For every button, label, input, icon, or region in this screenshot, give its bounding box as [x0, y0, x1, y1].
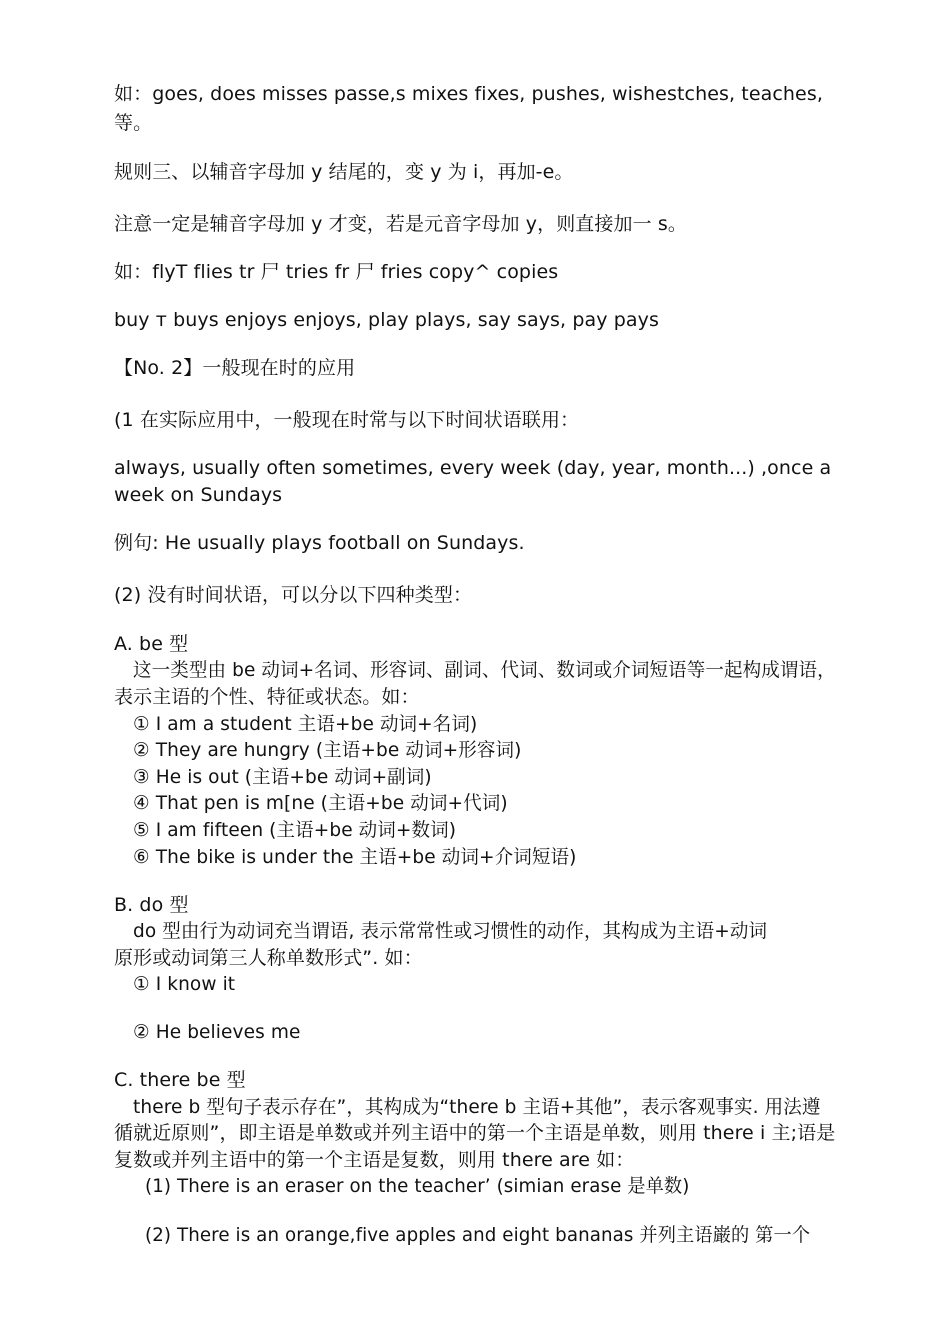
- list-item: (1) There is an eraser on the teacher’ (simian erase 是单数): [145, 1175, 690, 1197]
- subsection-heading-a: A. be 型: [114, 633, 189, 655]
- list-item: ⑤ I am fifteen (主语+be 动词+数词): [133, 819, 457, 841]
- list-item: ⑥ The bike is under the 主语+be 动词+介词短语): [133, 846, 577, 868]
- text-line: (2) 没有时间状语，可以分以下四种类型：: [114, 584, 473, 606]
- text-line: there b 型句子表示存在”，其构成为“there b 主语+其他”，表示客观事实. 用法遵: [133, 1096, 821, 1118]
- example-sentence: 例句: He usually plays football on Sundays.: [114, 532, 525, 554]
- list-item: ② They are hungry (主语+be 动词+形容词): [133, 739, 522, 761]
- text-line: 循就近原则”，即主语是单数或并列主语中的第一个主语是单数，则用 there i 主;语是: [114, 1122, 836, 1144]
- text-line: do 型由行为动词充当谓语, 表示常常性或习惯性的动作，其构成为主语+动词: [133, 920, 768, 942]
- subsection-heading-c: C. there be 型: [114, 1069, 246, 1091]
- text-line: 表示主语的个性、特征或状态。如：: [114, 686, 420, 708]
- text-line: 这一类型由 be 动词+名词、形容词、副词、代词、数词或介词短语等一起构成谓语，: [133, 659, 836, 681]
- text-line: 如：flyT flies tr 尸 tries fr 尸 fries copy^ copies: [114, 261, 559, 283]
- section-heading: 【No. 2】一般现在时的应用: [114, 357, 356, 379]
- list-item: (2) There is an orange,five apples and eight bananas 并列主语巌的 第一个: [145, 1224, 811, 1246]
- text-line: 如：goes, does misses passe,s mixes fixes, pushes, wishestches, teaches,: [114, 83, 823, 105]
- text-line: week on Sundays: [114, 484, 283, 506]
- text-line: 等。: [114, 112, 153, 134]
- text-line: 规则三、以辅音字母加 y 结尾的，变 y 为 i，再加-e。: [114, 161, 574, 183]
- text-line: 复数或并列主语中的第一个主语是复数，则用 there are 如：: [114, 1149, 635, 1171]
- text-line: 注意一定是辅音字母加 y 才变，若是元音字母加 y，则直接加一 s。: [114, 213, 687, 235]
- list-item: ② He believes me: [133, 1021, 301, 1043]
- list-item: ③ He is out (主语+be 动词+副词): [133, 766, 432, 788]
- text-line: buy т buys enjoys enjoys, play plays, say says, pay pays: [114, 309, 659, 331]
- list-item: ① I am a student 主语+be 动词+名词): [133, 713, 478, 735]
- list-item: ④ That pen is m[ne (主语+be 动词+代词): [133, 792, 508, 814]
- subsection-heading-b: B. do 型: [114, 894, 189, 916]
- text-line: 原形或动词第三人称单数形式”. 如：: [114, 947, 423, 969]
- list-item: ① I know it: [133, 973, 236, 995]
- text-line: always, usually often sometimes, every week (day, year, month...) ,once a: [114, 457, 832, 479]
- text-line: (1 在实际应用中，一般现在时常与以下时间状语联用：: [114, 409, 580, 431]
